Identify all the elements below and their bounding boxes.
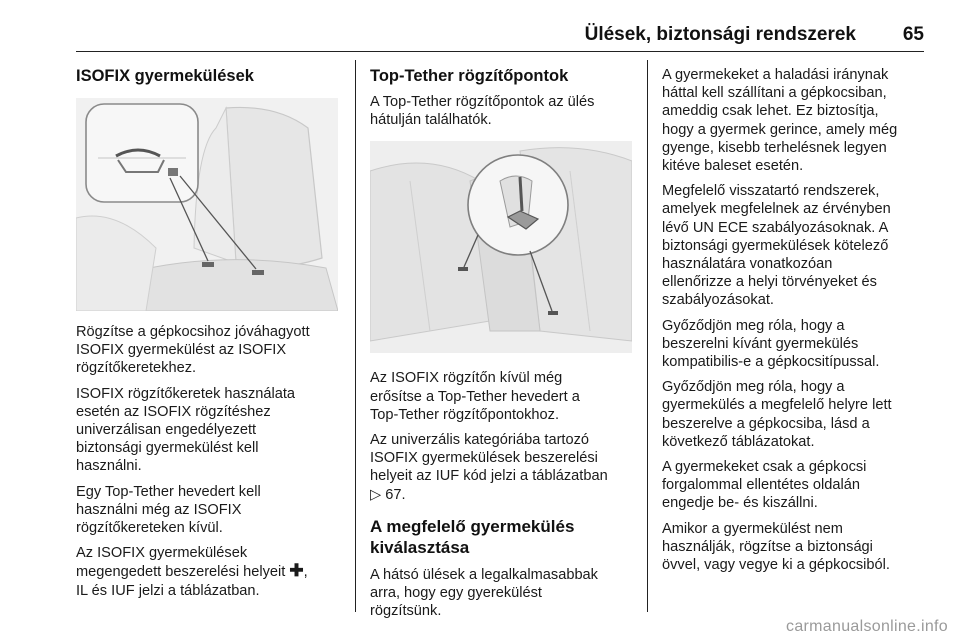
paragraph-line: Az ISOFIX gyermekülések <box>76 545 248 562</box>
section-heading-isofix: ISOFIX gyermekülések <box>76 67 254 85</box>
paragraph: A gyermekeket csak a gépkocsi forgalommal ellentétes oldalán engedje be- és kiszállni. <box>662 459 867 512</box>
paragraph: A hátsó ülések a legalkalmasabbak arra, hogy egy gyerekülést rögzítsünk. <box>370 566 598 620</box>
column-3 <box>662 60 928 574</box>
paragraph-line: , <box>303 564 308 581</box>
paragraph-line: megengedett beszerelési helyeit <box>76 564 290 581</box>
paragraph: Egy Top-Tether hevedert kell használni még az ISOFIX rögzítőkereteken kívül. <box>76 483 261 537</box>
header-divider <box>76 51 924 52</box>
paragraph: Rögzítse a gépkocsihoz jóváhagyott ISOFIX gyermekülést az ISOFIX rögzítőkeretekhez. <box>76 324 310 377</box>
paragraph: A Top-Tether rögzítőpontok az ülés hátulján találhatók. <box>370 94 595 129</box>
column-2 <box>370 60 634 620</box>
paragraph: ISOFIX rögzítőkeretek használata esetén az ISOFIX rögzítéshez univerzálisan engedélyezett biztonsági gyermekülést kell használni. <box>76 385 296 475</box>
watermark: carmanualsonline.info <box>786 618 948 635</box>
paragraph: A gyermekeket a haladási iránynak háttal kell szállítani a gépkocsiban, ameddig csak lehet. Ez biztosítja, hogy a gyermek gerince, amely még gyenge, kisebb terhelésnek legyen kitéve baleset esetén. <box>662 67 898 175</box>
page-header <box>0 0 960 60</box>
paragraph: Megfelelő visszatartó rendszerek, amelyek megfelelnek az érvényben lévő UN ECE szabályozásoknak. A biztonsági gyermekülések kötelező használatára vonatkozóan ellenőrizze a helyi törvényeket és szabályozásokat. <box>662 183 891 309</box>
page-title: Ülések, biztonsági rendszerek <box>584 24 856 45</box>
paragraph-line: IL és IUF jelzi a táblázatban. <box>76 582 260 599</box>
paragraph: Az ISOFIX rögzítőn kívül még erősítse a Top-Tether hevedert a Top-Tether rögzítőpontokhoz. <box>370 370 580 423</box>
isofix-symbol-icon: ✚ <box>289 561 304 581</box>
page-number: 65 <box>902 24 924 45</box>
column-1 <box>76 60 346 600</box>
paragraph: Győződjön meg róla, hogy a beszerelni kívánt gyermekülés kompatibilis-e a gépkocsitípussal. <box>662 317 880 371</box>
isofix-seat-illustration <box>76 98 338 311</box>
paragraph: Az univerzális kategóriába tartozó ISOFIX gyermekülések beszerelési helyeit az IUF kód jelzi a táblázatban ▷ 67. <box>370 432 608 503</box>
paragraph: Győződjön meg róla, hogy a gyermekülés a megfelelő helyre lett beszerelve a gépkocsiba, lásd a következő táblázatokat. <box>662 379 892 450</box>
top-tether-seat-illustration <box>370 141 632 353</box>
paragraph: Amikor a gyermekülést nem használják, rögzítse a biztonsági övvel, vagy vegye ki a gépkocsiból. <box>662 520 890 574</box>
paragraph-with-symbol <box>76 544 346 600</box>
column-divider-1 <box>355 60 356 612</box>
column-divider-2 <box>647 60 648 612</box>
section-heading-child-seat-selection: A megfelelő gyermekülés kiválasztása <box>370 516 575 557</box>
section-heading-top-tether: Top-Tether rögzítőpontok <box>370 67 569 85</box>
